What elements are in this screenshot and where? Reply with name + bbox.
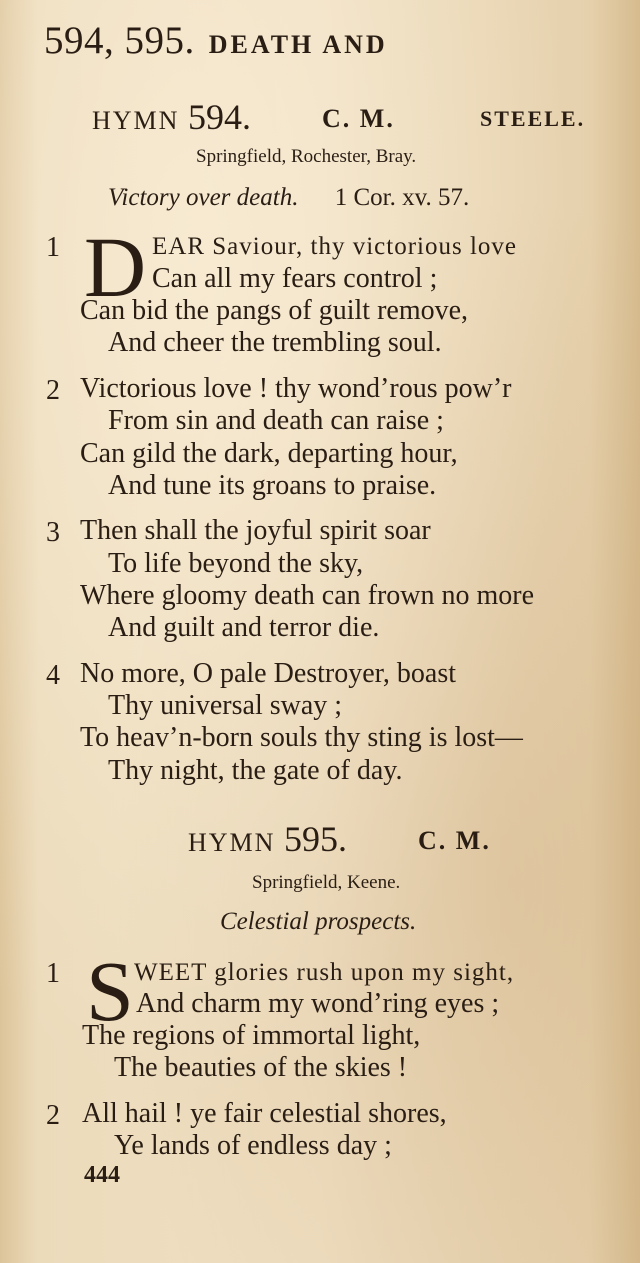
verse-line: From sin and death can raise ; bbox=[108, 405, 444, 436]
drop-cap: D bbox=[84, 219, 147, 315]
hymn-594-number: 594. bbox=[187, 97, 251, 137]
hymn-594-author: STEELE. bbox=[480, 106, 586, 131]
verse-line: All hail ! ye fair celestial shores, bbox=[82, 1098, 447, 1129]
running-head-title: DEATH AND bbox=[208, 30, 388, 59]
verse-line: Where gloomy death can frown no more bbox=[80, 580, 535, 611]
hymn-594-tunes: Springfield, Rochester, Bray. bbox=[196, 146, 417, 167]
verse-line: Then shall the joyful spirit soar bbox=[80, 515, 431, 546]
hymn-594-subject bbox=[108, 184, 469, 212]
verse-line: And tune its groans to praise. bbox=[108, 470, 437, 501]
stanza-number: 1 bbox=[46, 232, 60, 263]
verse-line: And guilt and terror die. bbox=[108, 612, 380, 643]
hymn-595-subject-title: Celestial prospects. bbox=[220, 908, 417, 935]
verse-line: Can gild the dark, departing hour, bbox=[80, 438, 458, 469]
hymn-595-meter: C. M. bbox=[418, 826, 491, 855]
hymn-594-subject-title: Victory over death. bbox=[108, 184, 299, 211]
first-line-text: EAR Saviour, thy victorious love bbox=[152, 233, 517, 260]
hymn-594-reference: 1 Cor. xv. 57. bbox=[334, 184, 470, 211]
verse-line: Can all my fears control ; bbox=[152, 263, 438, 294]
verse-line: To heav’n-born souls thy sting is lost— bbox=[80, 722, 523, 753]
hymn-594-label: HYMN bbox=[92, 106, 180, 135]
verse-line: To life beyond the sky, bbox=[108, 548, 364, 579]
stanza-number: 3 bbox=[46, 517, 60, 548]
running-head-numbers: 594, 595. bbox=[44, 19, 195, 62]
verse-line: Can bid the pangs of guilt remove, bbox=[80, 295, 469, 326]
verse-line: Thy night, the gate of day. bbox=[108, 755, 403, 786]
verse-line: And cheer the trembling soul. bbox=[108, 327, 442, 358]
verse-line bbox=[134, 956, 514, 988]
verse-line bbox=[152, 230, 517, 262]
stanza-number: 2 bbox=[46, 375, 60, 406]
hymn-595-tunes: Springfield, Keene. bbox=[252, 872, 401, 893]
stanza-number: 4 bbox=[46, 660, 60, 691]
hymn-595-subject bbox=[220, 908, 416, 936]
first-line-text: WEET glories rush upon my sight, bbox=[134, 959, 515, 986]
verse-line: The beauties of the skies ! bbox=[114, 1052, 408, 1083]
hymn-594-meter: C. M. bbox=[322, 104, 395, 133]
verse-line: The regions of immortal light, bbox=[82, 1020, 421, 1051]
stanza-number: 2 bbox=[46, 1100, 60, 1131]
verse-line: Thy universal sway ; bbox=[108, 690, 343, 721]
stanza-number: 1 bbox=[46, 958, 60, 989]
hymn-595-label: HYMN bbox=[188, 828, 276, 857]
verse-line: Ye lands of endless day ; bbox=[114, 1130, 392, 1161]
hymn-595-heading bbox=[188, 818, 347, 860]
verse-line: And charm my wond’ring eyes ; bbox=[136, 988, 500, 1019]
page-number: 444 bbox=[84, 1162, 120, 1188]
hymn-595-number: 595. bbox=[283, 819, 347, 859]
verse-line: Victorious love ! thy wond’rous pow’r bbox=[80, 373, 512, 404]
hymn-594-heading bbox=[92, 96, 251, 138]
running-head bbox=[44, 18, 388, 63]
verse-line: No more, O pale Destroyer, boast bbox=[80, 658, 456, 689]
drop-cap: S bbox=[86, 943, 134, 1039]
